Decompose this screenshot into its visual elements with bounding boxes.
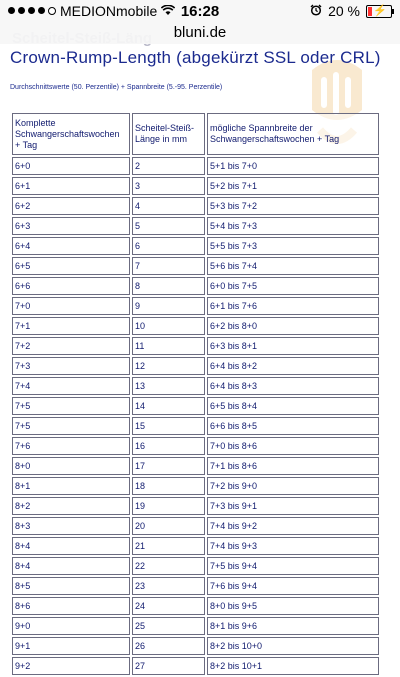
cell-week-day: 7+1 <box>12 317 130 335</box>
status-bar <box>0 0 400 24</box>
cell-crl-mm: 9 <box>132 297 205 315</box>
table-row <box>12 417 379 435</box>
cell-crl-mm: 7 <box>132 257 205 275</box>
table-row <box>12 637 379 655</box>
crl-table-container <box>10 111 381 677</box>
cell-week-day: 9+0 <box>12 617 130 635</box>
cell-week-day: 6+3 <box>12 217 130 235</box>
cell-range: 7+2 bis 9+0 <box>207 477 379 495</box>
cell-range: 5+4 bis 7+3 <box>207 217 379 235</box>
cell-crl-mm: 6 <box>132 237 205 255</box>
cell-week-day: 6+5 <box>12 257 130 275</box>
cell-crl-mm: 14 <box>132 397 205 415</box>
alarm-icon <box>310 4 322 19</box>
cell-crl-mm: 19 <box>132 497 205 515</box>
cell-crl-mm: 8 <box>132 277 205 295</box>
cell-range: 7+4 bis 9+3 <box>207 537 379 555</box>
cell-week-day: 9+1 <box>12 637 130 655</box>
table-row <box>12 217 379 235</box>
table-body <box>12 157 379 675</box>
table-row <box>12 177 379 195</box>
table-row <box>12 337 379 355</box>
cell-week-day: 8+4 <box>12 537 130 555</box>
cell-week-day: 8+5 <box>12 577 130 595</box>
table-row <box>12 457 379 475</box>
cell-week-day: 7+5 <box>12 417 130 435</box>
table-row <box>12 617 379 635</box>
cell-crl-mm: 5 <box>132 217 205 235</box>
cell-crl-mm: 13 <box>132 377 205 395</box>
cell-week-day: 7+5 <box>12 397 130 415</box>
cell-range: 6+6 bis 8+5 <box>207 417 379 435</box>
cell-range: 5+1 bis 7+0 <box>207 157 379 175</box>
cell-range: 7+6 bis 9+4 <box>207 577 379 595</box>
status-time: 16:28 <box>180 3 220 20</box>
cell-week-day: 6+2 <box>12 197 130 215</box>
cell-crl-mm: 20 <box>132 517 205 535</box>
cell-week-day: 7+3 <box>12 357 130 375</box>
table-row <box>12 437 379 455</box>
cell-crl-mm: 18 <box>132 477 205 495</box>
battery-level-fill <box>368 7 372 16</box>
table-row <box>12 517 379 535</box>
cell-crl-mm: 26 <box>132 637 205 655</box>
cell-crl-mm: 21 <box>132 537 205 555</box>
cell-crl-mm: 16 <box>132 437 205 455</box>
cell-crl-mm: 17 <box>132 457 205 475</box>
table-row <box>12 397 379 415</box>
table-row <box>12 577 379 595</box>
table-row <box>12 657 379 675</box>
charging-bolt-icon: ⚡ <box>373 4 387 17</box>
table-row <box>12 537 379 555</box>
url-text[interactable]: bluni.de <box>173 24 227 41</box>
table-row <box>12 257 379 275</box>
cell-week-day: 8+0 <box>12 457 130 475</box>
header-range: mögliche Spannbreite der Schwangerschaftswochen + Tag <box>207 113 379 155</box>
cell-crl-mm: 12 <box>132 357 205 375</box>
cell-week-day: 7+6 <box>12 437 130 455</box>
cell-week-day: 7+2 <box>12 337 130 355</box>
battery-icon <box>366 5 392 18</box>
cell-week-day: 8+6 <box>12 597 130 615</box>
battery-percent: 20 % <box>328 3 360 19</box>
cell-crl-mm: 27 <box>132 657 205 675</box>
cell-week-day: 9+2 <box>12 657 130 675</box>
cell-range: 6+4 bis 8+3 <box>207 377 379 395</box>
header-crl-mm: Scheitel-Steiß-Länge in mm <box>132 113 205 155</box>
table-row <box>12 237 379 255</box>
table-row <box>12 317 379 335</box>
cell-range: 7+4 bis 9+2 <box>207 517 379 535</box>
cell-week-day: 8+1 <box>12 477 130 495</box>
header-week-day: Komplette Schwangerschaftswochen + Tag <box>12 113 130 155</box>
cell-week-day: 7+0 <box>12 297 130 315</box>
cell-crl-mm: 10 <box>132 317 205 335</box>
cell-crl-mm: 22 <box>132 557 205 575</box>
cell-range: 7+0 bis 8+6 <box>207 437 379 455</box>
table-row <box>12 377 379 395</box>
cell-range: 6+4 bis 8+2 <box>207 357 379 375</box>
carrier-name: MEDIONmobile <box>60 3 158 19</box>
cell-week-day: 6+6 <box>12 277 130 295</box>
cell-crl-mm: 2 <box>132 157 205 175</box>
cell-week-day: 6+1 <box>12 177 130 195</box>
table-row <box>12 197 379 215</box>
cell-week-day: 8+3 <box>12 517 130 535</box>
cell-week-day: 6+0 <box>12 157 130 175</box>
cell-week-day: 7+4 <box>12 377 130 395</box>
cell-week-day: 8+4 <box>12 557 130 575</box>
cell-range: 6+0 bis 7+5 <box>207 277 379 295</box>
table-row <box>12 357 379 375</box>
table-row <box>12 557 379 575</box>
table-row <box>12 477 379 495</box>
cell-range: 5+2 bis 7+1 <box>207 177 379 195</box>
table-header-row <box>12 113 379 155</box>
cell-crl-mm: 3 <box>132 177 205 195</box>
cell-week-day: 6+4 <box>12 237 130 255</box>
cell-range: 8+1 bis 9+6 <box>207 617 379 635</box>
table-row <box>12 297 379 315</box>
cell-crl-mm: 4 <box>132 197 205 215</box>
page-title: Crown-Rump-Length (abgekürzt SSL oder CRL) <box>10 48 381 67</box>
cell-range: 5+6 bis 7+4 <box>207 257 379 275</box>
cell-range: 7+5 bis 9+4 <box>207 557 379 575</box>
cell-range: 5+5 bis 7+3 <box>207 237 379 255</box>
table-row <box>12 277 379 295</box>
cell-range: 6+5 bis 8+4 <box>207 397 379 415</box>
cell-range: 8+2 bis 10+0 <box>207 637 379 655</box>
cell-range: 7+3 bis 9+1 <box>207 497 379 515</box>
cell-crl-mm: 23 <box>132 577 205 595</box>
cell-week-day: 8+2 <box>12 497 130 515</box>
cell-range: 8+0 bis 9+5 <box>207 597 379 615</box>
address-bar[interactable] <box>0 24 400 44</box>
table-caption: Durchschnittswerte (50. Perzentile) + Spannbreite (5.-95. Perzentile) <box>10 84 223 91</box>
cell-range: 6+1 bis 7+6 <box>207 297 379 315</box>
cell-range: 7+1 bis 8+6 <box>207 457 379 475</box>
cell-range: 6+2 bis 8+0 <box>207 317 379 335</box>
cell-range: 8+2 bis 10+1 <box>207 657 379 675</box>
table-row <box>12 157 379 175</box>
crl-table <box>10 111 381 677</box>
cell-crl-mm: 15 <box>132 417 205 435</box>
status-right <box>310 3 392 19</box>
cell-range: 6+3 bis 8+1 <box>207 337 379 355</box>
cell-crl-mm: 25 <box>132 617 205 635</box>
table-row <box>12 497 379 515</box>
cell-range: 5+3 bis 7+2 <box>207 197 379 215</box>
cell-crl-mm: 24 <box>132 597 205 615</box>
cell-crl-mm: 11 <box>132 337 205 355</box>
